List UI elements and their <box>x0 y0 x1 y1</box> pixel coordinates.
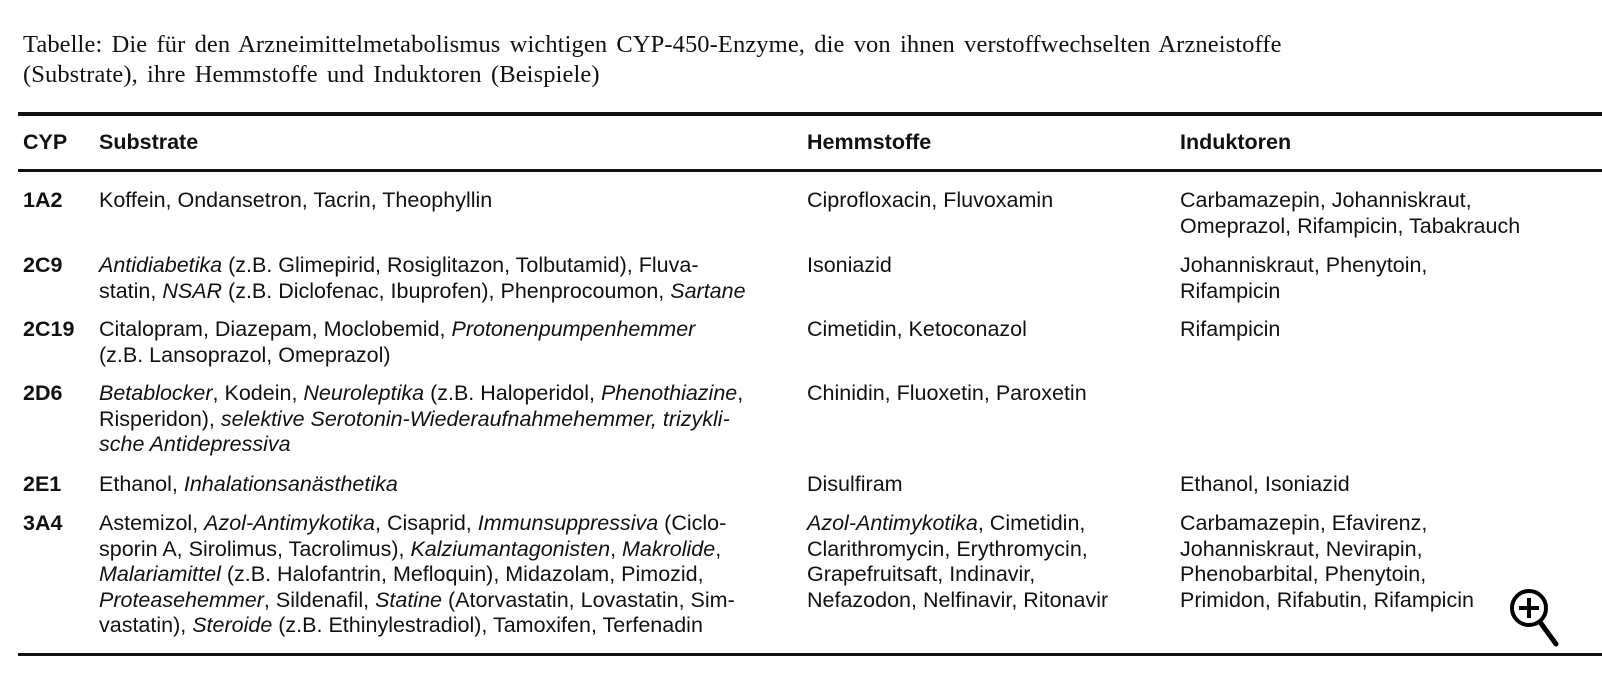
row-substrates <box>99 253 746 304</box>
italic-text: selektive Serotonin-Wiederaufnahmehemmer, trizykli- <box>220 406 730 431</box>
text-segment: Phenobarbital, Phenytoin, <box>1180 562 1427 586</box>
text-segment: Cimetidin, Ketoconazol <box>807 317 1027 341</box>
table-header-rule <box>18 169 1602 172</box>
italic-text: sche Antidepressiva <box>99 432 291 456</box>
italic-text: Azol-Antimykotika <box>204 511 375 535</box>
cell-line <box>99 381 743 407</box>
text-segment: vastatin), <box>99 613 193 637</box>
row-inhibitors <box>807 188 1053 214</box>
italic-text: Azol-Antimykotika <box>807 511 978 535</box>
row-inducers <box>1180 253 1427 304</box>
text-segment: Ciprofloxacin, Fluvoxamin <box>807 188 1054 212</box>
header-inducers: Induktoren <box>1180 130 1292 154</box>
italic-text: Makrolide <box>622 536 716 561</box>
italic-text: Neuroleptika <box>303 381 425 405</box>
text-segment: (z.B. Ethinylestradiol), Tamoxifen, Terfenadin <box>272 613 703 637</box>
italic-text: Antidiabetika <box>99 253 223 277</box>
cell-line <box>99 537 735 563</box>
cell-line <box>99 613 735 639</box>
italic-text: NSAR <box>162 278 223 303</box>
italic-text: Protonenpumpenhemmer <box>451 317 696 341</box>
table-bottom-rule <box>18 653 1602 656</box>
italic-text: Inhalationsanästhetika <box>183 472 398 496</box>
text-segment: Omeprazol, Rifampicin, Tabakrauch <box>1180 213 1521 238</box>
cell-line <box>807 253 892 279</box>
cell-line <box>99 317 695 343</box>
row-inducers <box>1180 317 1280 343</box>
text-segment: Carbamazepin, Efavirenz, <box>1180 511 1428 535</box>
row-cyp: 2D6 <box>23 381 63 405</box>
cell-line <box>1180 279 1427 305</box>
cell-line <box>807 588 1108 614</box>
cell-line <box>1180 317 1280 343</box>
italic-text: Kalziumantagonisten <box>410 536 611 561</box>
zoom-in-icon[interactable] <box>1508 586 1560 648</box>
text-segment: Ethanol, Isoniazid <box>1180 472 1350 496</box>
header-inhibitors: Hemmstoffe <box>807 130 932 154</box>
text-segment: Grapefruitsaft, Indinavir, <box>807 562 1036 586</box>
row-inducers <box>1180 188 1520 239</box>
italic-text: Steroide <box>192 613 273 637</box>
text-segment: , Cimetidin, <box>977 511 1086 535</box>
cell-line <box>1180 188 1520 214</box>
text-segment: , <box>610 536 623 561</box>
table-top-rule <box>18 112 1602 116</box>
italic-text: Immunsuppressiva <box>477 511 659 535</box>
caption-line-2: (Substrate), ihre Hemmstoffe und Induktoren (Beispiele) <box>23 61 600 88</box>
caption-line-1: Tabelle: Die für den Arzneimittelmetabolismus wichtigen CYP-450-Enzyme, die von ihnen verstoffwechselten Arzneistoffe <box>23 31 1282 58</box>
row-inhibitors <box>807 381 1087 407</box>
row-substrates <box>99 381 743 458</box>
text-segment: Chinidin, Fluoxetin, Paroxetin <box>807 381 1087 405</box>
text-segment: (z.B. Haloperidol, <box>424 381 601 405</box>
text-segment: Johanniskraut, Phenytoin, <box>1180 253 1428 277</box>
row-substrates <box>99 188 492 214</box>
cell-line <box>1180 253 1427 279</box>
italic-text: Proteasehemmer <box>99 587 264 612</box>
row-substrates <box>99 472 398 498</box>
row-inhibitors <box>807 253 892 279</box>
cell-line <box>1180 537 1474 563</box>
cell-line <box>99 588 735 614</box>
text-segment: Carbamazepin, Johanniskraut, <box>1180 188 1472 212</box>
cell-line <box>99 279 746 305</box>
cell-line <box>99 188 492 214</box>
row-cyp: 1A2 <box>23 188 63 212</box>
text-segment: sporin A, Sirolimus, Tacrolimus), <box>99 536 411 561</box>
cell-line <box>1180 562 1474 588</box>
cell-line <box>99 253 746 279</box>
text-segment: (z.B. Glimepirid, Rosiglitazon, Tolbutamid), Fluva- <box>222 253 699 277</box>
italic-text: Statine <box>375 587 442 612</box>
row-cyp: 2E1 <box>23 472 62 496</box>
row-substrates <box>99 317 695 368</box>
cell-line <box>99 343 695 369</box>
cell-line <box>99 472 398 498</box>
cell-line <box>99 511 735 537</box>
row-inhibitors <box>807 317 1027 343</box>
row-inducers <box>1180 511 1474 613</box>
row-cyp: 3A4 <box>23 511 63 535</box>
text-segment: Nefazodon, Nelfinavir, Ritonavir <box>807 587 1109 612</box>
text-segment: Astemizol, <box>99 511 205 535</box>
text-segment: , <box>715 536 722 561</box>
cell-line <box>1180 511 1474 537</box>
row-inhibitors <box>807 511 1108 613</box>
text-segment: Koffein, Ondansetron, Tacrin, Theophyllin <box>99 188 493 212</box>
text-segment: , Cisaprid, <box>375 511 478 535</box>
text-segment: (Ciclo- <box>658 511 727 535</box>
text-segment: (z.B. Halofantrin, Mefloquin), Midazolam, Pimozid, <box>220 562 704 586</box>
header-cyp: CYP <box>23 130 68 154</box>
text-segment: statin, <box>99 278 163 303</box>
text-segment: Ethanol, <box>99 472 184 496</box>
header-substrates: Substrate <box>99 130 199 154</box>
text-segment: , <box>737 381 744 405</box>
text-segment: , Kodein, <box>212 381 304 405</box>
text-segment: Rifampicin <box>1180 317 1281 341</box>
row-substrates <box>99 511 735 639</box>
text-segment: , Sildenafil, <box>263 587 376 612</box>
text-segment: Isoniazid <box>807 253 892 277</box>
row-inhibitors <box>807 472 903 498</box>
text-segment: Risperidon), <box>99 406 221 431</box>
text-segment: Rifampicin <box>1180 278 1281 303</box>
text-segment: Disulfiram <box>807 472 903 496</box>
cell-line <box>99 562 735 588</box>
cell-line <box>807 381 1087 407</box>
text-segment: Clarithromycin, Erythromycin, <box>807 536 1088 561</box>
text-segment: (z.B. Lansoprazol, Omeprazol) <box>99 342 391 367</box>
cell-line <box>807 537 1108 563</box>
text-segment: Johanniskraut, Nevirapin, <box>1180 536 1423 561</box>
cell-line <box>99 432 743 458</box>
cell-line <box>807 511 1108 537</box>
italic-text: Sartane <box>670 278 746 303</box>
text-segment: (z.B. Diclofenac, Ibuprofen), Phenprocoumon, <box>222 278 671 303</box>
cell-line <box>807 188 1053 214</box>
cell-line <box>99 407 743 433</box>
cell-line <box>807 317 1027 343</box>
cell-line <box>807 562 1108 588</box>
cell-line <box>1180 588 1474 614</box>
cell-line <box>807 472 903 498</box>
cell-line <box>1180 214 1520 240</box>
text-segment: (Atorvastatin, Lovastatin, Sim- <box>442 587 735 612</box>
italic-text: Betablocker <box>99 381 213 405</box>
table-caption <box>23 30 1583 90</box>
cell-line <box>1180 472 1350 498</box>
row-cyp: 2C9 <box>23 253 63 277</box>
text-segment: Primidon, Rifabutin, Rifampicin <box>1180 587 1474 612</box>
italic-text: Phenothiazine <box>600 381 738 405</box>
row-inducers <box>1180 472 1350 498</box>
italic-text: Malariamittel <box>99 562 221 586</box>
text-segment: Citalopram, Diazepam, Moclobemid, <box>99 317 452 341</box>
row-cyp: 2C19 <box>23 317 75 341</box>
